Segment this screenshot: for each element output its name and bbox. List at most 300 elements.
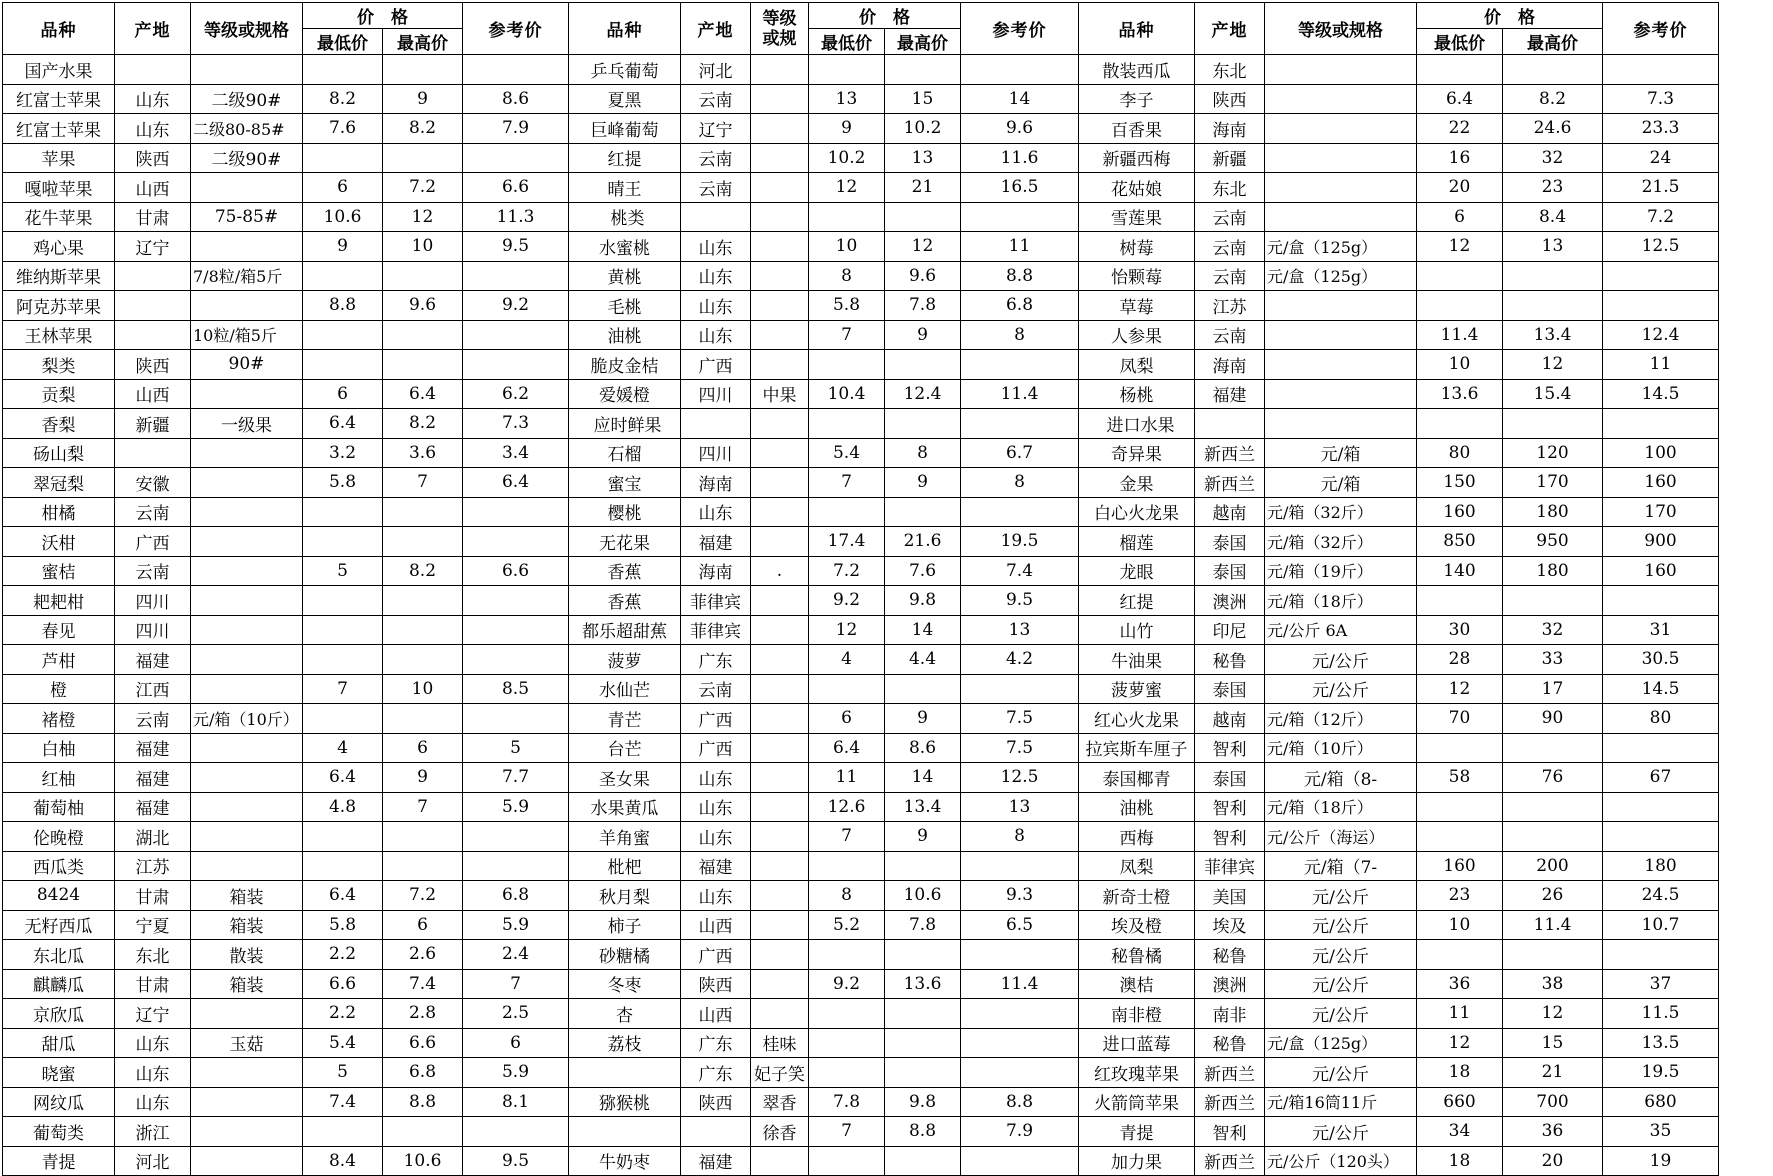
cell-max-price: 9.6: [885, 261, 961, 291]
cell-origin: 福建: [115, 763, 191, 793]
cell-origin: 新西兰: [1195, 468, 1265, 498]
cell-grade: [751, 674, 809, 704]
cell-ref-price: 6.6: [463, 556, 569, 586]
cell-ref-price: 16.5: [961, 173, 1079, 203]
cell-max-price: 200: [1503, 851, 1603, 881]
cell-min-price: 9.2: [809, 969, 885, 999]
cell-origin: 智利: [1195, 822, 1265, 852]
cell-max-price: [885, 851, 961, 881]
cell-max-price: 6.6: [383, 1028, 463, 1058]
cell-ref-price: [961, 940, 1079, 970]
cell-origin: 福建: [681, 527, 751, 557]
cell-min-price: [1417, 409, 1503, 439]
cell-origin: [681, 202, 751, 232]
cell-ref-price: [1603, 733, 1719, 763]
cell-grade: [751, 173, 809, 203]
cell-origin: 新西兰: [1195, 1058, 1265, 1088]
cell-variety: 牛奶枣: [569, 1146, 681, 1176]
cell-min-price: [1417, 586, 1503, 616]
cell-max-price: 21: [1503, 1058, 1603, 1088]
cell-variety: 苹果: [3, 143, 115, 173]
cell-grade: [1265, 350, 1417, 380]
cell-variety: 葡萄类: [3, 1117, 115, 1147]
cell-origin: 广西: [115, 527, 191, 557]
cell-ref-price: [463, 55, 569, 85]
cell-origin: 新西兰: [1195, 1146, 1265, 1176]
cell-min-price: 6.4: [809, 733, 885, 763]
cell-min-price: [809, 999, 885, 1029]
cell-grade: 二级90#: [191, 143, 303, 173]
cell-min-price: 30: [1417, 615, 1503, 645]
cell-min-price: 22: [1417, 114, 1503, 144]
cell-origin: 东北: [1195, 173, 1265, 203]
cell-ref-price: 11.4: [961, 379, 1079, 409]
cell-max-price: [383, 497, 463, 527]
cell-grade: 妃子笑: [751, 1058, 809, 1088]
cell-grade: 90#: [191, 350, 303, 380]
price-sheet: [2, 2, 1719, 1176]
cell-min-price: 6.4: [303, 409, 383, 439]
cell-variety: 秘鲁橘: [1079, 940, 1195, 970]
cell-min-price: 160: [1417, 497, 1503, 527]
cell-variety: [569, 1058, 681, 1088]
cell-max-price: 10: [383, 674, 463, 704]
header-price: 价 格: [1417, 3, 1603, 29]
cell-origin: 福建: [681, 851, 751, 881]
cell-min-price: [809, 940, 885, 970]
header-variety: 品种: [1079, 3, 1195, 55]
cell-max-price: 38: [1503, 969, 1603, 999]
cell-min-price: 7: [809, 822, 885, 852]
cell-min-price: 5.2: [809, 910, 885, 940]
cell-max-price: 9.6: [383, 291, 463, 321]
cell-max-price: 12.4: [885, 379, 961, 409]
cell-variety: 青提: [1079, 1117, 1195, 1147]
cell-variety: 维纳斯苹果: [3, 261, 115, 291]
cell-min-price: 5.8: [809, 291, 885, 321]
cell-variety: 巨峰葡萄: [569, 114, 681, 144]
cell-ref-price: [961, 55, 1079, 85]
table-row: [3, 881, 1719, 911]
cell-min-price: [303, 497, 383, 527]
cell-variety: 百香果: [1079, 114, 1195, 144]
cell-max-price: 6.4: [383, 379, 463, 409]
cell-max-price: [1503, 792, 1603, 822]
cell-origin: 山西: [681, 910, 751, 940]
cell-grade: [751, 202, 809, 232]
cell-variety: 人参果: [1079, 320, 1195, 350]
cell-origin: 云南: [681, 173, 751, 203]
cell-origin: 广西: [681, 350, 751, 380]
cell-variety: 无花果: [569, 527, 681, 557]
cell-max-price: 21.6: [885, 527, 961, 557]
cell-grade: [751, 763, 809, 793]
cell-grade: [751, 84, 809, 114]
cell-grade: 元/箱（32斤）: [1265, 497, 1417, 527]
cell-grade: [751, 792, 809, 822]
cell-grade: [1265, 320, 1417, 350]
cell-ref-price: [961, 409, 1079, 439]
cell-ref-price: 6.8: [961, 291, 1079, 321]
cell-ref-price: 7.7: [463, 763, 569, 793]
cell-grade: [751, 320, 809, 350]
cell-ref-price: 19.5: [961, 527, 1079, 557]
cell-min-price: 7.8: [809, 1087, 885, 1117]
cell-variety: 西瓜类: [3, 851, 115, 881]
cell-origin: 东北: [115, 940, 191, 970]
cell-origin: 辽宁: [115, 999, 191, 1029]
cell-grade: [751, 114, 809, 144]
cell-min-price: 80: [1417, 438, 1503, 468]
cell-grade: [751, 468, 809, 498]
cell-max-price: 15: [885, 84, 961, 114]
cell-ref-price: [1603, 291, 1719, 321]
header-origin: 产地: [1195, 3, 1265, 55]
fruit-price-table: [2, 2, 1719, 1176]
cell-grade: 元/箱（18斤）: [1265, 586, 1417, 616]
cell-origin: 山东: [115, 1058, 191, 1088]
cell-max-price: 13: [885, 143, 961, 173]
cell-grade: [1265, 409, 1417, 439]
cell-grade: [751, 55, 809, 85]
table-row: [3, 320, 1719, 350]
cell-variety: 山竹: [1079, 615, 1195, 645]
cell-ref-price: [1603, 586, 1719, 616]
cell-max-price: [1503, 733, 1603, 763]
cell-min-price: 10: [809, 232, 885, 262]
cell-grade: [1265, 173, 1417, 203]
cell-grade: [191, 763, 303, 793]
header-ref: 参考价: [463, 3, 569, 55]
cell-origin: 山东: [681, 261, 751, 291]
cell-origin: 山东: [681, 497, 751, 527]
table-row: [3, 527, 1719, 557]
cell-min-price: 4: [303, 733, 383, 763]
cell-min-price: 10.4: [809, 379, 885, 409]
cell-max-price: 2.6: [383, 940, 463, 970]
table-row: [3, 851, 1719, 881]
header-origin: 产地: [681, 3, 751, 55]
cell-variety: 晴王: [569, 173, 681, 203]
cell-grade: 元/公斤: [1265, 881, 1417, 911]
cell-ref-price: 19: [1603, 1146, 1719, 1176]
cell-variety: 应时鲜果: [569, 409, 681, 439]
cell-max-price: 6: [383, 733, 463, 763]
cell-min-price: 11: [809, 763, 885, 793]
cell-max-price: 33: [1503, 645, 1603, 675]
cell-origin: 福建: [1195, 379, 1265, 409]
cell-origin: 云南: [681, 143, 751, 173]
cell-max-price: 7.6: [885, 556, 961, 586]
table-row: [3, 291, 1719, 321]
cell-origin: 山东: [115, 114, 191, 144]
cell-min-price: 9: [303, 232, 383, 262]
header-variety: 品种: [569, 3, 681, 55]
cell-ref-price: 8: [961, 320, 1079, 350]
cell-variety: 羊角蜜: [569, 822, 681, 852]
cell-grade: [191, 556, 303, 586]
cell-origin: 浙江: [115, 1117, 191, 1147]
cell-max-price: 9: [383, 763, 463, 793]
cell-grade: [191, 645, 303, 675]
cell-grade: 元/箱（19斤）: [1265, 556, 1417, 586]
cell-min-price: 9.2: [809, 586, 885, 616]
cell-origin: 智利: [1195, 1117, 1265, 1147]
table-row: [3, 1058, 1719, 1088]
cell-min-price: 7: [809, 320, 885, 350]
cell-min-price: [809, 1146, 885, 1176]
cell-origin: 海南: [1195, 350, 1265, 380]
cell-max-price: 2.8: [383, 999, 463, 1029]
cell-max-price: 10.6: [383, 1146, 463, 1176]
cell-ref-price: 13: [961, 792, 1079, 822]
header-grade: 等级或规格: [1265, 3, 1417, 55]
cell-ref-price: 3.4: [463, 438, 569, 468]
table-row: [3, 232, 1719, 262]
cell-origin: 山东: [681, 822, 751, 852]
cell-grade: [191, 55, 303, 85]
cell-origin: 宁夏: [115, 910, 191, 940]
cell-grade: 元/公斤: [1265, 1117, 1417, 1147]
cell-ref-price: 7.9: [961, 1117, 1079, 1147]
cell-ref-price: [463, 320, 569, 350]
cell-grade: 翠香: [751, 1087, 809, 1117]
table-row: [3, 438, 1719, 468]
cell-ref-price: 10.7: [1603, 910, 1719, 940]
cell-variety: 树莓: [1079, 232, 1195, 262]
cell-max-price: [885, 674, 961, 704]
cell-variety: 砂糖橘: [569, 940, 681, 970]
cell-grade: 7/8粒/箱5斤: [191, 261, 303, 291]
cell-min-price: [1417, 55, 1503, 85]
cell-min-price: 5.4: [809, 438, 885, 468]
cell-variety: 红富士苹果: [3, 84, 115, 114]
cell-max-price: 7.2: [383, 173, 463, 203]
cell-ref-price: [463, 615, 569, 645]
cell-variety: 红心火龙果: [1079, 704, 1195, 734]
cell-variety: 杨桃: [1079, 379, 1195, 409]
cell-variety: 杏: [569, 999, 681, 1029]
cell-grade: [751, 261, 809, 291]
cell-ref-price: 6.2: [463, 379, 569, 409]
cell-origin: [681, 1117, 751, 1147]
cell-variety: 加力果: [1079, 1146, 1195, 1176]
cell-origin: 美国: [1195, 881, 1265, 911]
cell-max-price: 8.2: [383, 409, 463, 439]
cell-variety: 麒麟瓜: [3, 969, 115, 999]
table-row: [3, 556, 1719, 586]
cell-ref-price: 9.5: [961, 586, 1079, 616]
cell-variety: 圣女果: [569, 763, 681, 793]
cell-variety: 耙耙柑: [3, 586, 115, 616]
cell-ref-price: 9.5: [463, 1146, 569, 1176]
cell-origin: 甘肃: [115, 202, 191, 232]
cell-grade: 元/盒（125g）: [1265, 232, 1417, 262]
cell-variety: 石榴: [569, 438, 681, 468]
cell-ref-price: 6.5: [961, 910, 1079, 940]
cell-max-price: 8.8: [383, 1087, 463, 1117]
cell-min-price: [303, 320, 383, 350]
cell-grade: [191, 497, 303, 527]
cell-max-price: [383, 851, 463, 881]
table-row: [3, 792, 1719, 822]
cell-min-price: [303, 822, 383, 852]
cell-variety: 东北瓜: [3, 940, 115, 970]
cell-grade: [751, 1146, 809, 1176]
cell-grade: 二级90#: [191, 84, 303, 114]
cell-origin: 福建: [115, 792, 191, 822]
cell-grade: [751, 733, 809, 763]
cell-min-price: 12: [809, 173, 885, 203]
cell-variety: 乒乓葡萄: [569, 55, 681, 85]
cell-max-price: 7: [383, 792, 463, 822]
cell-grade: 元/盒（125g）: [1265, 261, 1417, 291]
cell-origin: 泰国: [1195, 527, 1265, 557]
cell-ref-price: 5: [463, 733, 569, 763]
cell-origin: [115, 55, 191, 85]
cell-grade: [191, 173, 303, 203]
cell-ref-price: 5.9: [463, 1058, 569, 1088]
cell-max-price: 12: [383, 202, 463, 232]
cell-min-price: 8: [809, 881, 885, 911]
cell-min-price: [809, 202, 885, 232]
cell-grade: 元/盒（125g）: [1265, 1028, 1417, 1058]
cell-ref-price: 30.5: [1603, 645, 1719, 675]
header-max: 最高价: [1503, 29, 1603, 55]
cell-min-price: 10: [1417, 350, 1503, 380]
cell-min-price: [1417, 792, 1503, 822]
cell-ref-price: 7.2: [1603, 202, 1719, 232]
cell-grade: [191, 1058, 303, 1088]
cell-origin: 山东: [681, 881, 751, 911]
cell-min-price: [303, 350, 383, 380]
cell-variety: 水仙芒: [569, 674, 681, 704]
cell-ref-price: 9.5: [463, 232, 569, 262]
cell-grade: 一级果: [191, 409, 303, 439]
cell-variety: 榴莲: [1079, 527, 1195, 557]
cell-origin: 新疆: [1195, 143, 1265, 173]
cell-max-price: [383, 527, 463, 557]
cell-min-price: 10.2: [809, 143, 885, 173]
cell-origin: 广西: [681, 940, 751, 970]
table-row: [3, 999, 1719, 1029]
cell-variety: 菠萝蜜: [1079, 674, 1195, 704]
cell-variety: 蜜宝: [569, 468, 681, 498]
cell-origin: 江苏: [115, 851, 191, 881]
table-row: [3, 1117, 1719, 1147]
cell-ref-price: [463, 851, 569, 881]
cell-min-price: 2.2: [303, 999, 383, 1029]
cell-grade: 元/公斤（海运）: [1265, 822, 1417, 852]
cell-variety: 香蕉: [569, 586, 681, 616]
cell-max-price: 11.4: [1503, 910, 1603, 940]
cell-max-price: [383, 350, 463, 380]
cell-max-price: [383, 615, 463, 645]
cell-ref-price: 6.4: [463, 468, 569, 498]
cell-max-price: 23: [1503, 173, 1603, 203]
cell-max-price: 8.8: [885, 1117, 961, 1147]
cell-variety: 油桃: [569, 320, 681, 350]
cell-ref-price: 7.4: [961, 556, 1079, 586]
cell-min-price: [809, 851, 885, 881]
cell-variety: 毛桃: [569, 291, 681, 321]
cell-origin: 泰国: [1195, 674, 1265, 704]
cell-max-price: 8: [885, 438, 961, 468]
cell-min-price: [809, 409, 885, 439]
cell-origin: 秘鲁: [1195, 940, 1265, 970]
cell-max-price: [383, 586, 463, 616]
cell-max-price: 32: [1503, 143, 1603, 173]
cell-ref-price: 14.5: [1603, 379, 1719, 409]
cell-max-price: 14: [885, 615, 961, 645]
table-row: [3, 84, 1719, 114]
cell-ref-price: [1603, 940, 1719, 970]
cell-max-price: 12: [885, 232, 961, 262]
cell-ref-price: 170: [1603, 497, 1719, 527]
cell-origin: 辽宁: [115, 232, 191, 262]
cell-grade: 桂味: [751, 1028, 809, 1058]
cell-origin: 四川: [681, 438, 751, 468]
cell-min-price: [1417, 940, 1503, 970]
cell-variety: 红玫瑰苹果: [1079, 1058, 1195, 1088]
cell-max-price: 21: [885, 173, 961, 203]
cell-min-price: 6.6: [303, 969, 383, 999]
cell-variety: 秋月梨: [569, 881, 681, 911]
cell-ref-price: 37: [1603, 969, 1719, 999]
cell-max-price: [1503, 822, 1603, 852]
cell-grade: 元/箱: [1265, 438, 1417, 468]
cell-origin: 澳洲: [1195, 586, 1265, 616]
cell-origin: 四川: [681, 379, 751, 409]
header-variety: 品种: [3, 3, 115, 55]
cell-min-price: 8.4: [303, 1146, 383, 1176]
cell-grade: [191, 733, 303, 763]
header-price: 价 格: [303, 3, 463, 29]
cell-grade: 中果: [751, 379, 809, 409]
cell-grade: [191, 822, 303, 852]
cell-origin: 越南: [1195, 704, 1265, 734]
cell-min-price: 2.2: [303, 940, 383, 970]
cell-max-price: [885, 497, 961, 527]
cell-max-price: 180: [1503, 497, 1603, 527]
cell-max-price: [383, 822, 463, 852]
cell-variety: 梨类: [3, 350, 115, 380]
cell-min-price: [1417, 822, 1503, 852]
cell-variety: 埃及橙: [1079, 910, 1195, 940]
cell-grade: [751, 881, 809, 911]
cell-ref-price: 6.7: [961, 438, 1079, 468]
cell-min-price: [303, 527, 383, 557]
table-body: [3, 55, 1719, 1176]
cell-grade: [191, 232, 303, 262]
cell-origin: 云南: [681, 674, 751, 704]
cell-origin: 菲律宾: [681, 615, 751, 645]
cell-variety: 草莓: [1079, 291, 1195, 321]
cell-variety: 进口蓝莓: [1079, 1028, 1195, 1058]
cell-variety: 冬枣: [569, 969, 681, 999]
cell-min-price: 20: [1417, 173, 1503, 203]
cell-min-price: [809, 350, 885, 380]
cell-min-price: 7.4: [303, 1087, 383, 1117]
cell-origin: 安徽: [115, 468, 191, 498]
cell-grade: [191, 674, 303, 704]
cell-max-price: 7.8: [885, 291, 961, 321]
cell-max-price: [383, 320, 463, 350]
cell-max-price: 7: [383, 468, 463, 498]
cell-max-price: [885, 55, 961, 85]
cell-max-price: 7.2: [383, 881, 463, 911]
cell-variety: 柿子: [569, 910, 681, 940]
